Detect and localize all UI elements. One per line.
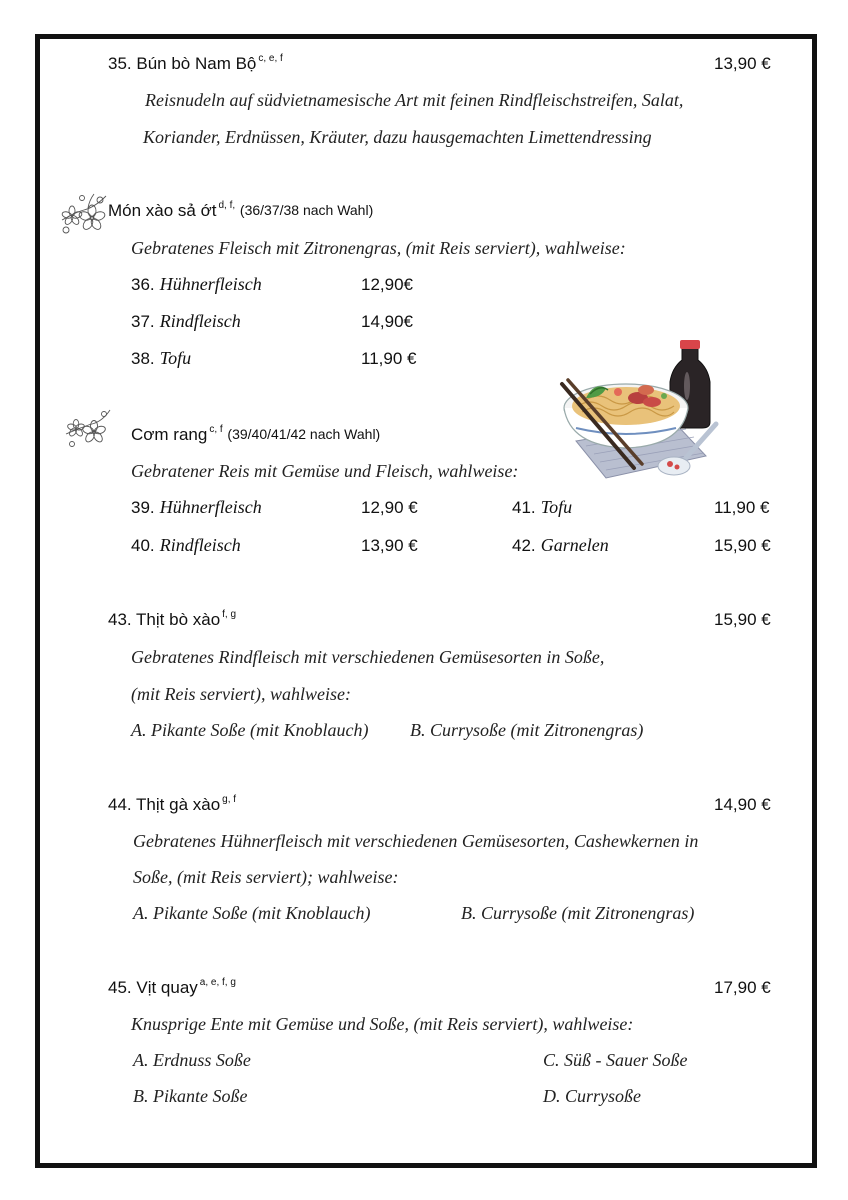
- noodle-bowl-illustration: [556, 336, 728, 486]
- item-45-option-b: B. Pikante Soße: [133, 1086, 248, 1106]
- item-35-description-line2: Koriander, Erdnüssen, Kräuter, dazu hausgemachten Limettendressing: [143, 127, 652, 147]
- item-44-option-a: A. Pikante Soße (mit Knoblauch): [133, 903, 371, 923]
- com-rang-title: Cơm rang $^{c, f}$ (39/40/41/42 nach Wahl): [131, 424, 381, 444]
- option-38-price: 11,90 €: [361, 349, 417, 368]
- option-39: 39. Hühnerfleisch: [131, 497, 262, 517]
- com-rang-choice-note: (39/40/41/42 nach Wahl): [227, 426, 381, 442]
- mon-xao-allergens: d, f,: [218, 200, 236, 211]
- option-42-price: 15,90 €: [714, 536, 771, 555]
- item-44-description-line1: Gebratenes Hühnerfleisch mit verschiedenen Gemüsesorten, Cashewkernen in: [133, 831, 699, 851]
- mon-xao-description: Gebratenes Fleisch mit Zitronengras, (mit Reis serviert), wahlweise:: [131, 238, 626, 258]
- option-40: 40. Rindfleisch: [131, 535, 241, 555]
- option-39-price: 12,90 €: [361, 498, 418, 517]
- option-36: 36. Hühnerfleisch: [131, 274, 262, 294]
- item-43-option-a: A. Pikante Soße (mit Knoblauch): [131, 720, 369, 740]
- item-45-description: Knusprige Ente mit Gemüse und Soße, (mit Reis serviert), wahlweise:: [131, 1014, 634, 1034]
- option-42: 42. Garnelen: [512, 535, 609, 555]
- item-45-allergens: a, e, f, g: [199, 977, 236, 988]
- option-37: 37. Rindfleisch: [131, 311, 241, 331]
- mon-xao-choice-note: (36/37/38 nach Wahl): [239, 202, 374, 218]
- option-41: 41. Tofu: [512, 497, 573, 517]
- item-43-price: 15,90 €: [714, 610, 771, 629]
- item-35-description-line1: Reisnudeln auf südvietnamesische Art mit feinen Rindfleischstreifen, Salat,: [145, 90, 684, 110]
- item-43-description-line1: Gebratenes Rindfleisch mit verschiedenen Gemüsesorten in Soße,: [131, 647, 605, 667]
- item-35-title: 35. Bún bò Nam Bộ $^{c, e, f}$: [108, 53, 283, 73]
- item-43-title: 43. Thịt bò xào $^{f, g}$: [108, 609, 237, 629]
- option-40-price: 13,90 €: [361, 536, 418, 555]
- option-41-price: 11,90 €: [714, 498, 770, 517]
- com-rang-description: Gebratener Reis mit Gemüse und Fleisch, wahlweise:: [131, 461, 519, 481]
- option-36-price: 12,90€: [361, 275, 413, 294]
- option-38: 38. Tofu: [131, 348, 192, 368]
- option-37-price: 14,90€: [361, 312, 413, 331]
- item-35-price: 13,90 €: [714, 54, 771, 73]
- item-45-option-d: D. Currysoße: [543, 1086, 641, 1106]
- item-44-title: 44. Thịt gà xào $^{g, f}$: [108, 794, 237, 814]
- item-43-description-line2: (mit Reis serviert), wahlweise:: [131, 684, 351, 704]
- item-35-allergens: c, e, f: [258, 53, 283, 64]
- item-44-option-b: B. Currysoße (mit Zitronengras): [461, 903, 695, 923]
- item-45-title: 45. Vịt quay $^{a, e, f, g}$: [108, 977, 236, 997]
- item-44-description-line2: Soße, (mit Reis serviert); wahlweise:: [133, 867, 399, 887]
- item-43-allergens: f, g: [222, 609, 237, 620]
- cherry-blossom-icon: [64, 406, 112, 450]
- item-44-price: 14,90 €: [714, 795, 771, 814]
- item-45-option-a: A. Erdnuss Soße: [133, 1050, 251, 1070]
- cherry-blossom-icon: [58, 190, 110, 236]
- item-45-price: 17,90 €: [714, 978, 771, 997]
- item-43-option-b: B. Currysoße (mit Zitronengras): [410, 720, 644, 740]
- item-44-allergens: g, f: [222, 794, 237, 805]
- com-rang-allergens: c, f: [209, 424, 223, 435]
- item-45-option-c: C. Süß - Sauer Soße: [543, 1050, 688, 1070]
- mon-xao-title: Món xào sả ớt $^{d, f,}$ (36/37/38 nach Wahl): [108, 200, 374, 220]
